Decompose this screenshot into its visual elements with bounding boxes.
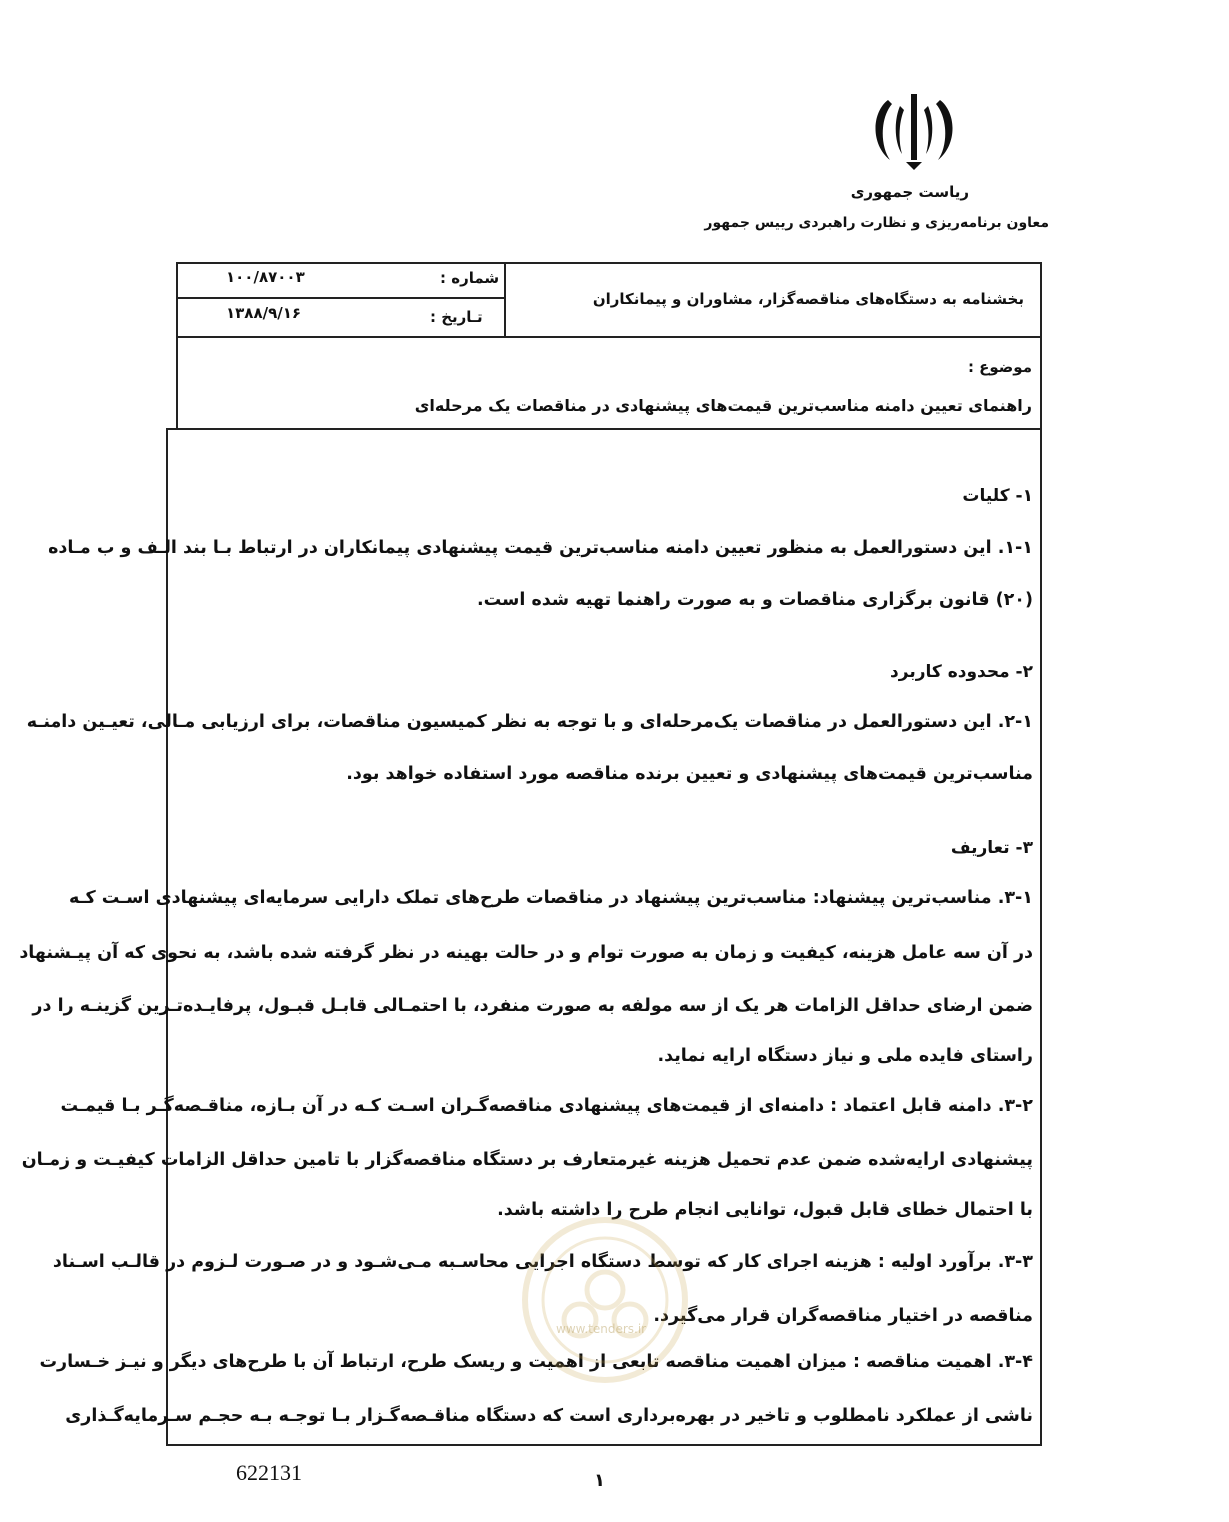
paragraph-line: ناشی از عملکرد نامطلوب و تاخیر در بهره‌برداری است که دستگاه مناقـصه‌گـزار بـا توجـه بـه حجـم سـرمایه‌گـذاری	[65, 1406, 1033, 1426]
paragraph-line: ۳-۲. دامنه قابل اعتماد : دامنه‌ای از قیمت‌های پیشنهادی مناقصه‌گـران اسـت کـه در آن بـازه، مناقـصه‌گـر بـا قیمـت	[60, 1096, 1033, 1116]
paragraph-line: ضمن ارضای حداقل الزامات هر یک از سه مولفه به صورت منفرد، با احتمـالی قابـل قبـول، پرفایـده‌تـرین گزینـه را در	[32, 996, 1033, 1016]
number-value: ۱۰۰/۸۷۰۰۳	[226, 268, 305, 286]
section-heading-2: ۲- محدوده کاربرد	[890, 662, 1033, 682]
paragraph-line: ۳-۴. اهمیت مناقصه : میزان اهمیت مناقصه تابعی از اهمیت و ریسک طرح، ارتباط آن با طرح‌های دیگر و نیـز خـسارت	[39, 1352, 1033, 1372]
number-label: شماره :	[440, 269, 500, 287]
info-box-divider-h	[178, 297, 504, 299]
paragraph-line: ۳-۱. مناسب‌ترین پیشنهاد: مناسب‌ترین پیشنهاد در مناقصات طرح‌های تملک دارایی سرمایه‌ای پیشنهادی اسـت کـه	[68, 888, 1033, 908]
watermark-stamp-icon	[520, 1215, 690, 1385]
watermark-text: www.tenders.ir	[556, 1322, 647, 1336]
paragraph-line: با احتمال خطای قابل قبول، توانایی انجام طرح را داشته باشد.	[497, 1200, 1033, 1220]
subject-label: موضوع :	[967, 358, 1032, 376]
section-heading-1: ۱- کلیات	[962, 486, 1033, 506]
info-box	[176, 262, 1042, 338]
document-code: 622131	[236, 1460, 302, 1485]
recipients: بخشنامه به دستگاه‌های مناقصه‌گزار، مشاوران و پیمانکاران	[592, 290, 1024, 308]
paragraph-line: مناسب‌ترین قیمت‌های پیشنهادی و تعیین برنده مناقصه مورد استفاده خواهد بود.	[346, 764, 1033, 784]
paragraph-line: راستای فایده ملی و نیاز دستگاه ارایه نماید.	[657, 1046, 1033, 1066]
info-box-divider	[504, 264, 506, 336]
date-label: تـاریخ :	[430, 308, 483, 326]
org-title: ریاست جمهوری	[850, 183, 969, 201]
section-heading-3: ۳- تعاریف	[950, 838, 1033, 858]
paragraph-line: ۱-۱. این دستورالعمل به منظور تعیین دامنه مناسب‌ترین قیمت پیشنهادی پیمانکاران در ارتباط بـا بند الـف و ب مـاده	[48, 538, 1033, 558]
paragraph-line: مناقصه در اختیار مناقصه‌گران قرار می‌گیرد.	[653, 1306, 1033, 1326]
org-subtitle: معاون برنامه‌ریزی و نظارت راهبردی رییس جمهور	[704, 215, 1049, 231]
paragraph-line: ۲-۱. این دستورالعمل در مناقصات یک‌مرحله‌ای و با توجه به نظر کمیسیون مناقصات، برای ارزیابی مـالی، تعیـین دامنـه	[26, 712, 1033, 732]
paragraph-line: (۲۰) قانون برگزاری مناقصات و به صورت راهنما تهیه شده است.	[476, 590, 1033, 610]
emblem-icon	[868, 92, 960, 172]
subject-text: راهنمای تعیین دامنه مناسب‌ترین قیمت‌های پیشنهادی در مناقصات یک مرحله‌ای	[414, 396, 1032, 415]
page-number: ۱	[594, 1470, 605, 1491]
date-value: ۱۳۸۸/۹/۱۶	[226, 304, 302, 322]
paragraph-line: ۳-۳. برآورد اولیه : هزینه اجرای کار که توسط دستگاه اجرایی محاسـبه مـی‌شـود و در صـورت لـزوم در قالـب اسـناد	[52, 1252, 1033, 1272]
subject-box	[176, 338, 1042, 430]
paragraph-line: پیشنهادی ارایه‌شده ضمن عدم تحمیل هزینه غیرمتعارف بر دستگاه مناقصه‌گزار با تامین حداقل الزامات کیفیـت و زمـان	[21, 1150, 1033, 1170]
paragraph-line: در آن سه عامل هزینه، کیفیت و زمان به صورت توام و در حالت بهینه در نظر گرفته شده باشد، به نحوی که آن پیـشنهاد	[19, 943, 1033, 963]
